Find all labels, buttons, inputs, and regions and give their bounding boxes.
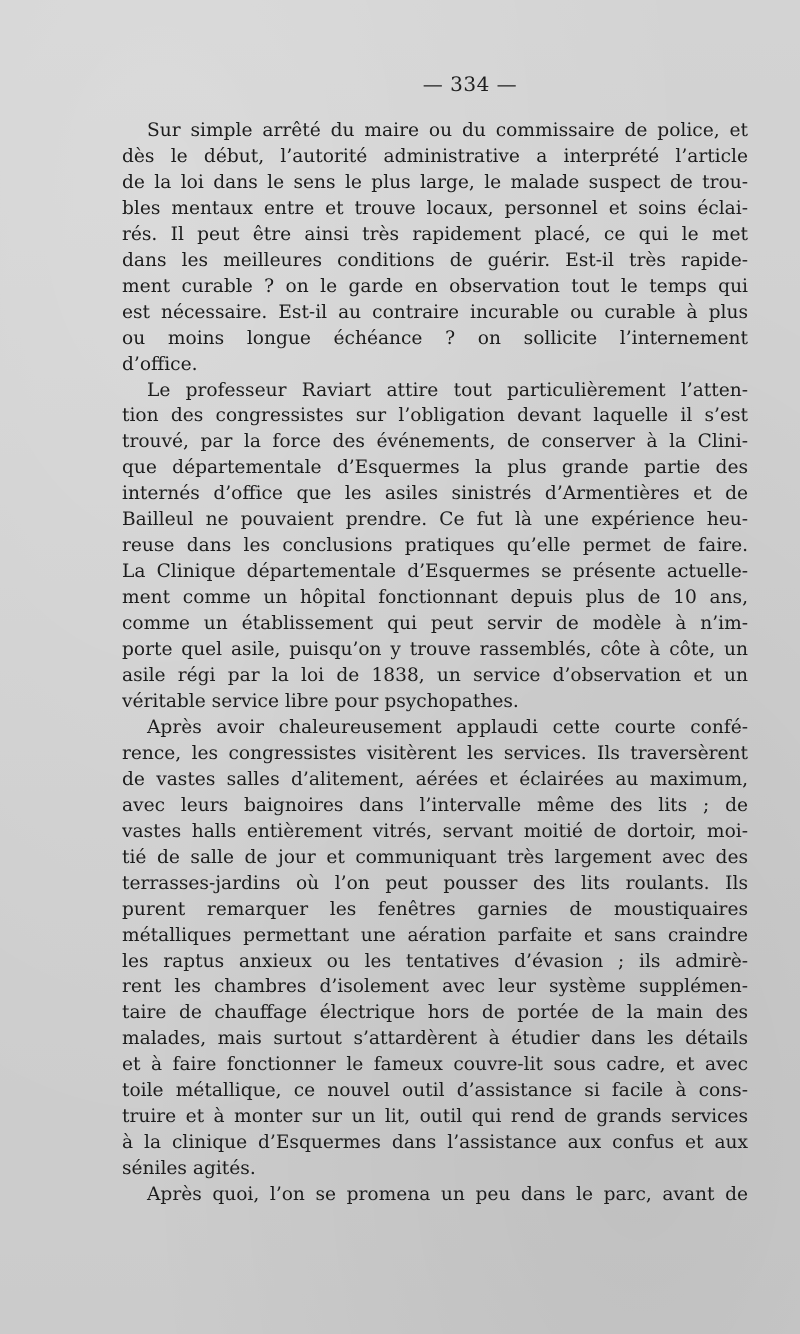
text-line: ou moins longue échéance ? on sollicite l’internement <box>122 327 748 349</box>
text-line: métalliques permettant une aération parfaite et sans craindre <box>122 924 748 946</box>
text-line: toile métallique, ce nouvel outil d’assistance si facile à cons- <box>122 1080 748 1102</box>
text-line: truire et à monter sur un lit, outil qui rend de grands services <box>122 1106 748 1128</box>
text-line: asile régi par la loi de 1838, un service d’observation et un <box>122 665 748 687</box>
text-line: Après avoir chaleureusement applaudi cette courte confé- <box>147 716 748 738</box>
text-line: ment curable ? on le garde en observation tout le temps qui <box>122 275 748 297</box>
text-line: dès le début, l’autorité administrative a interprété l’article <box>122 145 748 167</box>
text-line: rence, les congressistes visitèrent les services. Ils traversèrent <box>122 742 748 764</box>
text-line: ment comme un hôpital fonctionnant depuis plus de 10 ans, <box>122 587 748 609</box>
text-line: que départementale d’Esquermes la plus grande partie des <box>122 457 748 479</box>
text-line: purent remarquer les fenêtres garnies de moustiquaires <box>122 898 748 920</box>
text-line: malades, mais surtout s’attardèrent à étudier dans les détails <box>122 1028 748 1050</box>
page-number: — 334 — <box>422 72 518 96</box>
text-line: trouvé, par la force des événements, de conserver à la Clini- <box>122 431 748 453</box>
page-header <box>122 0 748 100</box>
text-line: comme un établissement qui peut servir de modèle à n’im- <box>122 613 748 635</box>
text-line: bles mentaux entre et trouve locaux, personnel et soins éclai- <box>122 197 748 219</box>
text-line: internés d’office que les asiles sinistrés d’Armentières et de <box>122 483 748 505</box>
text-line: terrasses-jardins où l’on peut pousser des lits roulants. Ils <box>122 872 748 894</box>
text-line: rent les chambres d’isolement avec leur système supplémen- <box>122 976 748 998</box>
text-line: reuse dans les conclusions pratiques qu’elle permet de faire. <box>122 535 748 557</box>
text-line: est nécessaire. Est-il au contraire incurable ou curable à plus <box>122 301 748 323</box>
text-line: véritable service libre pour psychopathes. <box>122 690 519 712</box>
text-line: les raptus anxieux ou les tentatives d’évasion ; ils admirè- <box>122 950 748 972</box>
text-line: tion des congressistes sur l’obligation devant laquelle il s’est <box>122 405 748 427</box>
text-line: Bailleul ne pouvaient prendre. Ce fut là une expérience heu- <box>122 509 748 531</box>
body-text <box>122 118 748 1208</box>
text-line: avec leurs baignoires dans l’intervalle même des lits ; de <box>122 794 748 816</box>
text-line: de vastes salles d’alitement, aérées et éclairées au maximum, <box>122 768 748 790</box>
text-line: Après quoi, l’on se promena un peu dans le parc, avant de <box>147 1184 748 1206</box>
text-line: Sur simple arrêté du maire ou du commissaire de police, et <box>147 120 748 141</box>
text-line: taire de chauffage électrique hors de portée de la main des <box>122 1002 748 1024</box>
text-line: de la loi dans le sens le plus large, le malade suspect de trou- <box>122 171 748 193</box>
text-line: tié de salle de jour et communiquant très largement avec des <box>122 846 748 868</box>
text-line: à la clinique d’Esquermes dans l’assistance aux confus et aux <box>122 1132 748 1154</box>
text-line: porte quel asile, puisqu’on y trouve rassemblés, côte à côte, un <box>122 639 748 661</box>
text-line: d’office. <box>122 353 198 375</box>
text-line: dans les meilleures conditions de guérir. Est-il très rapide- <box>122 249 748 271</box>
text-line: séniles agités. <box>122 1158 256 1180</box>
text-line: et à faire fonctionner le fameux couvre-lit sous cadre, et avec <box>122 1054 748 1076</box>
text-line: rés. Il peut être ainsi très rapidement placé, ce qui le met <box>122 223 748 245</box>
text-line: Le professeur Raviart attire tout particulièrement l’atten- <box>147 379 748 401</box>
text-line: La Clinique départementale d’Esquermes se présente actuelle- <box>122 561 748 583</box>
text-line: vastes halls entièrement vitrés, servant moitié de dortoir, moi- <box>122 820 748 842</box>
